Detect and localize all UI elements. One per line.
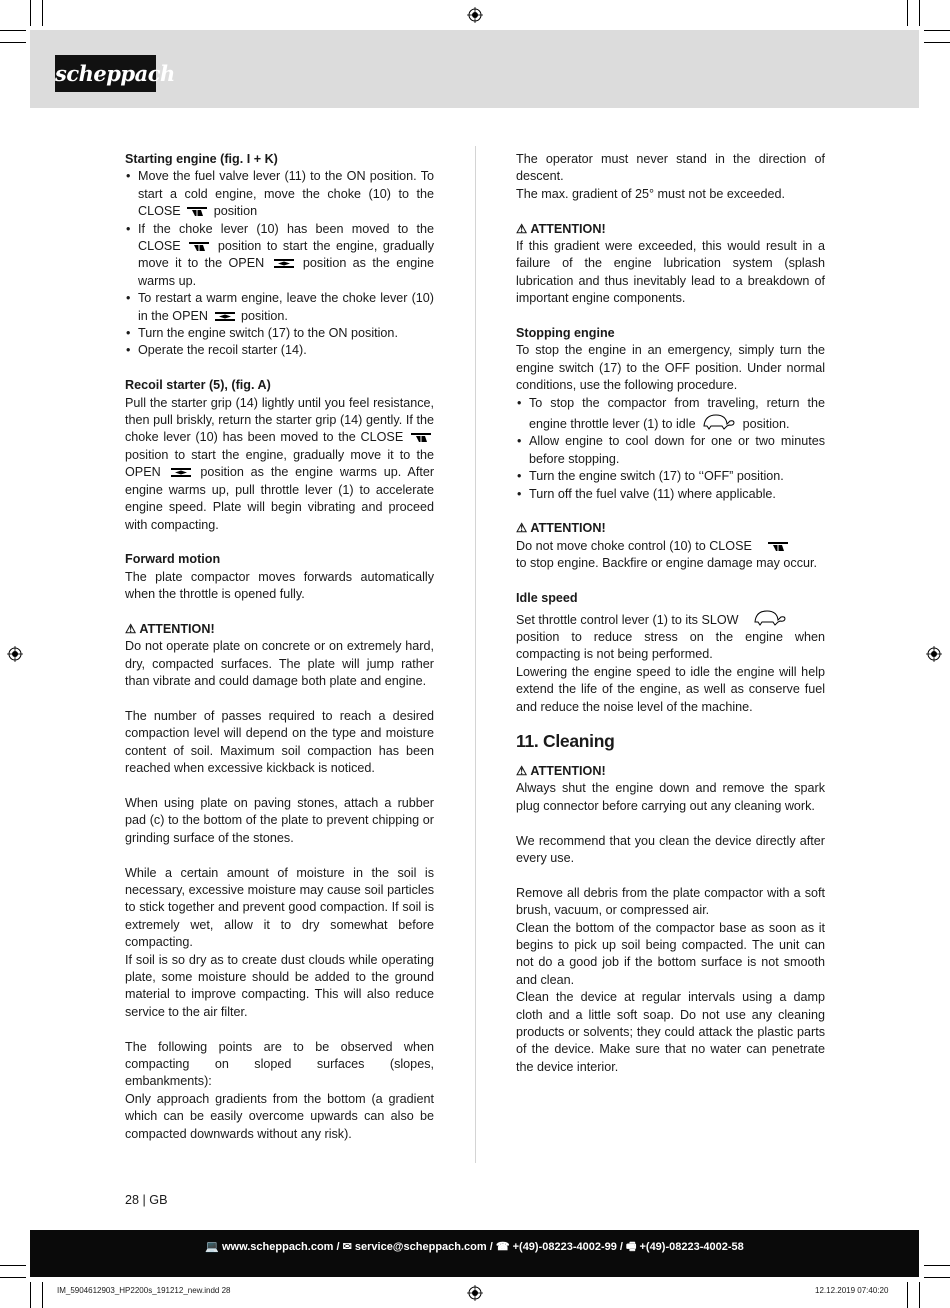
list-item: • Move the fuel valve lever (11) to the ON position. To start a cold engine, move the choke (10) to the CLOSE position <box>125 168 434 220</box>
paragraph: The following points are to be observed when compacting on sloped surfaces (slopes, embankments): <box>125 1039 434 1089</box>
registration-mark-icon <box>926 646 942 662</box>
list-item: • To stop the compactor from traveling, return the engine throttle lever (1) to idle position. <box>516 395 825 434</box>
file-slug: IM_5904612903_HP2200s_191212_new.indd 28 <box>57 1286 231 1295</box>
crop-mark <box>0 30 26 31</box>
list-item: • Turn the engine switch (17) to ‘‘OFF” position. <box>516 468 825 485</box>
crop-mark <box>919 1282 920 1308</box>
footer-contact-bar: 💻 www.scheppach.com / ✉ service@scheppach.com / ☎ +(49)-08223-4002-99 / 🖷 +(49)-08223-4002-58 <box>30 1230 919 1277</box>
attention-label: ⚠ ATTENTION! <box>516 763 606 778</box>
section-heading: Starting engine (fig. I + K) <box>125 152 278 166</box>
choke-close-icon <box>186 206 208 217</box>
paragraph: While a certain amount of moisture in the soil is necessary, excessive moisture may cause soil particles to stick together and prevent good compaction. If soil is extremely wet, allow it to dry somewhat before compacting. <box>125 865 434 950</box>
paragraph: The operator must never stand in the direction of descent. <box>516 152 825 184</box>
section-heading: Idle speed <box>516 591 578 606</box>
choke-open-icon <box>214 311 236 322</box>
choke-close-icon <box>188 241 210 252</box>
paragraph: The plate compactor moves forwards automatically when the throttle is opened fully. <box>125 569 434 602</box>
choke-open-icon <box>273 258 295 269</box>
paragraph: Pull the starter grip (14) lightly until you feel resistance, then pull briskly, return the starter grip (14) gently. If the choke lever (10) has been moved to the CLOSE position to start the engine, gradually move it to the OPEN position as the engine warms up. After engine warms up, pull throttle lever (1) to accelerate engine speed. Plate will begin vibrating and proceed with compacting. <box>125 395 435 532</box>
paragraph: Always shut the engine down and remove the spark plug connector before carrying out any cleaning work. <box>516 781 825 813</box>
choke-close-icon <box>767 541 789 552</box>
attention-label: ⚠ ATTENTION! <box>516 221 606 236</box>
crop-mark <box>924 30 950 31</box>
crop-mark <box>924 42 950 43</box>
paragraph: position to reduce stress on the engine when compacting is not being performed. <box>516 629 825 662</box>
crop-mark <box>30 1282 31 1308</box>
crop-mark <box>30 0 31 26</box>
paragraph: to stop engine. Backfire or engine damage may occur. <box>516 556 818 571</box>
list-item: • Turn off the fuel valve (11) where applicable. <box>516 486 825 503</box>
crop-mark <box>924 1277 950 1278</box>
crop-mark <box>907 1282 908 1308</box>
crop-mark <box>0 1277 26 1278</box>
attention-label: ⚠ ATTENTION! <box>125 621 215 636</box>
paragraph: Do not move choke control (10) to CLOSE <box>516 538 825 555</box>
paragraph: Clean the bottom of the compactor base as soon as it begins to pick up soil being compacted. The unit can not do a good job if the bottom surface is not smooth and clean. <box>516 920 825 987</box>
turtle-slow-icon <box>752 608 788 626</box>
turtle-slow-icon <box>701 412 737 430</box>
list-item: • To restart a warm engine, leave the choke lever (10) in the OPEN position. <box>125 290 434 325</box>
stopping-list <box>516 395 825 503</box>
paragraph: If soil is so dry as to create dust clouds while operating plate, some moisture should be added to the ground material to improve compacting. This will also reduce service to the air filter. <box>125 952 434 1019</box>
crop-mark <box>919 0 920 26</box>
section-heading: Forward motion <box>125 552 221 567</box>
paragraph: Clean the device at regular intervals using a damp cloth and a little soft soap. Do not use any cleaning products or solvents; they could attack the plastic parts of the device. Make sure that no water can penetrate the device interior. <box>516 990 825 1074</box>
crop-mark <box>42 1282 43 1308</box>
paragraph: Only approach gradients from the bottom (a gradient which can be easily overcome upwards can also be compacted downwards without any risk). <box>125 1091 434 1141</box>
list-item: • Allow engine to cool down for one or two minutes before stopping. <box>516 433 825 468</box>
column-divider <box>475 146 476 1163</box>
right-column <box>516 151 825 1076</box>
paragraph: The max. gradient of 25° must not be exceeded. <box>516 186 785 201</box>
brand-logo: scheppach <box>55 55 156 92</box>
crop-mark <box>42 0 43 26</box>
section-heading: Recoil starter (5), (fig. A) <box>125 378 271 393</box>
crop-mark <box>924 1265 950 1266</box>
registration-mark-icon <box>467 1285 483 1301</box>
list-item: • Turn the engine switch (17) to the ON position. <box>125 325 434 342</box>
registration-mark-icon <box>7 646 23 662</box>
paragraph: Remove all debris from the plate compactor with a soft brush, vacuum, or compressed air. <box>516 885 825 918</box>
attention-label: ⚠ ATTENTION! <box>516 521 606 536</box>
registration-mark-icon <box>467 7 483 23</box>
left-column <box>125 151 434 1143</box>
starting-list <box>125 168 434 359</box>
paragraph: When using plate on paving stones, attach a rubber pad (c) to the bottom of the plate to prevent chipping or grinding surface of the stones. <box>125 795 434 845</box>
page-number: 28 | GB <box>125 1193 168 1207</box>
section-heading: Stopping engine <box>516 326 615 341</box>
paragraph: If this gradient were exceeded, this would result in a failure of the engine lubrication system (splash lubrication and thus inevitably lead to a breakdown of important engine components. <box>516 239 825 306</box>
paragraph: To stop the engine in an emergency, simply turn the engine switch (17) to the OFF position. Under normal conditions, use the following procedure. <box>516 343 825 393</box>
list-item: • Operate the recoil starter (14). <box>125 342 434 359</box>
choke-close-icon <box>410 432 432 443</box>
section-title: 11. Cleaning <box>516 730 615 751</box>
paragraph: The number of passes required to reach a desired compaction level will depend on the type and moisture content of soil. Maximum soil compaction has been reached when excessive kickback is noticed. <box>125 708 434 776</box>
crop-mark <box>0 1265 26 1266</box>
list-item: • If the choke lever (10) has been moved to the CLOSE position to start the engine, gradually move it to the OPEN position as the engine warms up. <box>125 221 434 291</box>
crop-mark <box>907 0 908 26</box>
date-slug: 12.12.2019 07:40:20 <box>815 1286 889 1295</box>
crop-mark <box>0 42 26 43</box>
paragraph: We recommend that you clean the device directly after every use. <box>516 833 825 865</box>
paragraph: Set throttle control lever (1) to its SLOW <box>516 608 825 629</box>
choke-open-icon <box>170 467 192 478</box>
paragraph: Lowering the engine speed to idle the engine will help extend the life of the engine, as well as conserve fuel and reduce the noise level of the machine. <box>516 664 825 714</box>
paragraph: Do not operate plate on concrete or on extremely hard, dry, compacted surfaces. The plate will jump rather than vibrate and could damage both plate and engine. <box>125 639 434 689</box>
